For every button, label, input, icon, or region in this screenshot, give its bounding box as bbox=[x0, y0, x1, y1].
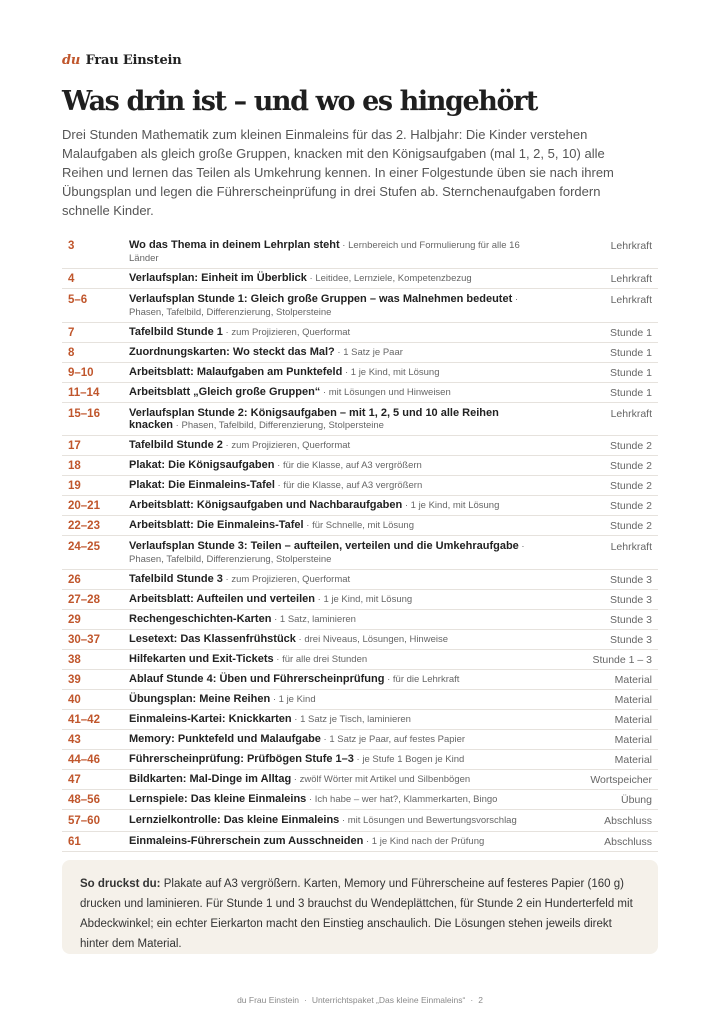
toc-entry: Arbeitsblatt „Gleich große Gruppen“ · mit Lösungen und Hinweisen bbox=[129, 383, 529, 403]
toc-entry: Tafelbild Stunde 3 · zum Projizieren, Querformat bbox=[129, 570, 529, 590]
toc-entry-detail: 1 Satz, laminieren bbox=[279, 614, 356, 625]
toc-entry: Wo das Thema in deinem Lehrplan steht · Lernbereich und Formulierung für alle 16 Länder bbox=[129, 235, 529, 269]
toc-entry: Ablauf Stunde 4: Üben und Führerscheinprüfung · für die Lehrkraft bbox=[129, 670, 529, 690]
toc-page-number: 5–6 bbox=[62, 289, 129, 323]
toc-entry-title: Verlaufsplan Stunde 2: Königsaufgaben – mit 1, 2, 5 und 10 alle Reihen knacken bbox=[129, 407, 499, 431]
toc-entry-title: Einmaleins-Führerschein zum Ausschneiden bbox=[129, 835, 364, 847]
toc-category: Übung bbox=[529, 790, 658, 810]
toc-entry-title: Ablauf Stunde 4: Üben und Führerscheinprüfung bbox=[129, 673, 385, 685]
toc-entry-title: Wo das Thema in deinem Lehrplan steht bbox=[129, 239, 340, 251]
toc-entry-detail: zum Projizieren, Querformat bbox=[231, 440, 351, 451]
toc-category: Stunde 3 bbox=[529, 630, 658, 650]
print-note-lead: So druckst du: bbox=[80, 878, 161, 890]
brand-prefix: du bbox=[62, 53, 81, 68]
toc-entry: Memory: Punktefeld und Malaufgabe · 1 Satz je Paar, auf festes Papier bbox=[129, 730, 529, 750]
toc-entry-detail: 1 je Kind, mit Lösung bbox=[410, 500, 500, 511]
toc-entry: Einmaleins-Kartei: Knickkarten · 1 Satz je Tisch, laminieren bbox=[129, 710, 529, 730]
print-note-text: Plakate auf A3 vergrößern. Karten, Memory und Führerscheine auf festeres Papier (160 g) drucken und laminieren. Für Stunde 1 und 3 brauchst du Wendeplättchen, für Stunde 2 ein Hunderterfeld mit Abdeckwinkel; ein echter Eierkarton macht den Einstieg anschaulich. Die Lösungen stehen jeweils direkt hinter dem Material. bbox=[80, 878, 633, 950]
toc-category: Stunde 3 bbox=[529, 590, 658, 610]
toc-entry-detail: Ich habe – wer hat?, Klammerkarten, Bingo bbox=[314, 794, 498, 805]
print-note bbox=[62, 860, 658, 954]
toc-category: Abschluss bbox=[529, 810, 658, 832]
toc-entry-detail: drei Niveaus, Lösungen, Hinweise bbox=[304, 634, 448, 645]
toc-entry-title: Verlaufsplan Stunde 3: Teilen – aufteilen, verteilen und die Umkehraufgabe bbox=[129, 540, 519, 552]
toc-entry-title: Arbeitsblatt: Malaufgaben am Punktefeld bbox=[129, 366, 343, 378]
toc-entry-detail: 1 Satz je Paar bbox=[343, 347, 403, 358]
toc-entry: Arbeitsblatt: Malaufgaben am Punktefeld · 1 je Kind, mit Lösung bbox=[129, 363, 529, 383]
toc-category: Material bbox=[529, 670, 658, 690]
toc-entry: Tafelbild Stunde 1 · zum Projizieren, Querformat bbox=[129, 323, 529, 343]
toc-entry-title: Hilfekarten und Exit-Tickets bbox=[129, 653, 274, 665]
toc-entry-title: Bildkarten: Mal-Dinge im Alltag bbox=[129, 773, 292, 785]
toc-page-number: 27–28 bbox=[62, 590, 129, 610]
toc-entry-detail: Phasen, Tafelbild, Differenzierung, Stolpersteine bbox=[129, 307, 332, 318]
toc-entry-title: Plakat: Die Königsaufgaben bbox=[129, 459, 275, 471]
toc-entry-detail: 1 Satz je Paar, auf festes Papier bbox=[329, 734, 466, 745]
toc-entry-detail: 1 je Kind, mit Lösung bbox=[350, 367, 440, 378]
toc-entry: Verlaufsplan Stunde 2: Königsaufgaben – mit 1, 2, 5 und 10 alle Reihen knacken · Phasen, Tafelbild, Differenzierung, Stolpersteine bbox=[129, 403, 529, 436]
toc-entry: Lernspiele: Das kleine Einmaleins · Ich habe – wer hat?, Klammerkarten, Bingo bbox=[129, 790, 529, 810]
toc-entry-detail: für Schnelle, mit Lösung bbox=[312, 520, 414, 531]
toc-entry: Tafelbild Stunde 2 · zum Projizieren, Querformat bbox=[129, 436, 529, 456]
toc-entry-title: Arbeitsblatt: Königsaufgaben und Nachbaraufgaben bbox=[129, 499, 403, 511]
toc-entry-title: Tafelbild Stunde 1 bbox=[129, 326, 223, 338]
toc-category: Stunde 1 bbox=[529, 323, 658, 343]
brand-logo bbox=[62, 52, 182, 68]
toc-entry-title: Führerscheinprüfung: Prüfbögen Stufe 1–3 bbox=[129, 753, 354, 765]
toc-row bbox=[62, 650, 658, 670]
toc-row bbox=[62, 323, 658, 343]
toc-page-number: 61 bbox=[62, 832, 129, 852]
toc-page-number: 3 bbox=[62, 235, 129, 269]
toc-entry-detail: zwölf Wörter mit Artikel und Silbenbögen bbox=[299, 774, 471, 785]
toc-entry-title: Arbeitsblatt „Gleich große Gruppen“ bbox=[129, 386, 321, 398]
intro-paragraph: Drei Stunden Mathematik zum kleinen Einmaleins für das 2. Halbjahr: Die Kinder verstehen Malaufgaben als gleich große Gruppen, knacken mit den Königsaufgaben (mal 1, 2, 5, 10) alle Reihen und lernen das Teilen als Umkehrung kennen. In einer Folgestunde üben sie nach ihrem Übungsplan und legen die Führerscheinprüfung in drei Stufen ab. Sternchenaufgaben fordern schnelle Kinder. bbox=[62, 127, 614, 218]
toc-row bbox=[62, 810, 658, 832]
page-title: Was drin ist – und wo es hingehört bbox=[62, 86, 537, 117]
toc-entry-title: Zuordnungskarten: Wo steckt das Mal? bbox=[129, 346, 335, 358]
toc-entry-title: Tafelbild Stunde 3 bbox=[129, 573, 223, 585]
toc-page-number: 29 bbox=[62, 610, 129, 630]
toc-entry-title: Verlaufsplan: Einheit im Überblick bbox=[129, 272, 307, 284]
toc-entry: Verlaufsplan: Einheit im Überblick · Leitidee, Lernziele, Kompetenzbezug bbox=[129, 269, 529, 289]
toc-category: Lehrkraft bbox=[529, 403, 658, 436]
toc-page-number: 15–16 bbox=[62, 403, 129, 436]
toc-page-number: 20–21 bbox=[62, 496, 129, 516]
page-footer: du Frau Einstein · Unterrichtspaket „Das kleine Einmaleins“ · 2 bbox=[237, 995, 483, 1005]
toc-row bbox=[62, 750, 658, 770]
toc-entry-detail: 1 Satz je Tisch, laminieren bbox=[300, 714, 411, 725]
toc-category: Stunde 2 bbox=[529, 516, 658, 536]
toc-category: Stunde 1 bbox=[529, 363, 658, 383]
toc-page-number: 7 bbox=[62, 323, 129, 343]
toc-entry: Lesetext: Das Klassenfrühstück · drei Niveaus, Lösungen, Hinweise bbox=[129, 630, 529, 650]
toc-category: Stunde 1 bbox=[529, 383, 658, 403]
toc-page-number: 30–37 bbox=[62, 630, 129, 650]
toc-entry-detail: zum Projizieren, Querformat bbox=[231, 574, 351, 585]
toc-page-number: 38 bbox=[62, 650, 129, 670]
toc-entry-detail: mit Lösungen und Bewertungsvorschlag bbox=[347, 815, 517, 826]
toc-category: Lehrkraft bbox=[529, 289, 658, 323]
toc-row bbox=[62, 690, 658, 710]
toc-page-number: 19 bbox=[62, 476, 129, 496]
toc-entry: Plakat: Die Königsaufgaben · für die Klasse, auf A3 vergrößern bbox=[129, 456, 529, 476]
toc-category: Material bbox=[529, 730, 658, 750]
footer-title: Unterrichtspaket „Das kleine Einmaleins“ bbox=[311, 995, 466, 1005]
toc-entry-title: Memory: Punktefeld und Malaufgabe bbox=[129, 733, 321, 745]
toc-page-number: 9–10 bbox=[62, 363, 129, 383]
toc-row bbox=[62, 496, 658, 516]
toc-page-number: 24–25 bbox=[62, 536, 129, 570]
toc-page-number: 17 bbox=[62, 436, 129, 456]
footer-brand: du Frau Einstein bbox=[237, 995, 299, 1005]
toc-page-number: 39 bbox=[62, 670, 129, 690]
toc-row bbox=[62, 456, 658, 476]
toc-entry-title: Verlaufsplan Stunde 1: Gleich große Gruppen – was Malnehmen bedeutet bbox=[129, 293, 513, 305]
toc-page-number: 11–14 bbox=[62, 383, 129, 403]
toc-entry-detail: für die Klasse, auf A3 vergrößern bbox=[282, 460, 422, 471]
toc-category: Material bbox=[529, 710, 658, 730]
toc-entry-detail: Phasen, Tafelbild, Differenzierung, Stolpersteine bbox=[181, 420, 384, 431]
toc-row bbox=[62, 383, 658, 403]
toc-entry: Arbeitsblatt: Königsaufgaben und Nachbaraufgaben · 1 je Kind, mit Lösung bbox=[129, 496, 529, 516]
toc-row bbox=[62, 610, 658, 630]
toc-entry-detail: für die Lehrkraft bbox=[392, 674, 460, 685]
toc-entry-title: Tafelbild Stunde 2 bbox=[129, 439, 223, 451]
toc-entry-title: Arbeitsblatt: Die Einmaleins-Tafel bbox=[129, 519, 304, 531]
toc-entry-detail: mit Lösungen und Hinweisen bbox=[328, 387, 451, 398]
toc-entry: Hilfekarten und Exit-Tickets · für alle drei Stunden bbox=[129, 650, 529, 670]
brand-name: Frau Einstein bbox=[85, 53, 182, 68]
toc-category: Lehrkraft bbox=[529, 235, 658, 269]
toc-row bbox=[62, 670, 658, 690]
toc-entry-title: Arbeitsblatt: Aufteilen und verteilen bbox=[129, 593, 316, 605]
toc-page-number: 4 bbox=[62, 269, 129, 289]
toc-entry-detail: Phasen, Tafelbild, Differenzierung, Stolpersteine bbox=[129, 554, 332, 565]
toc-row bbox=[62, 790, 658, 810]
toc-category: Stunde 3 bbox=[529, 570, 658, 590]
toc-category: Stunde 2 bbox=[529, 436, 658, 456]
toc-row bbox=[62, 630, 658, 650]
toc-category: Material bbox=[529, 750, 658, 770]
toc-page-number: 26 bbox=[62, 570, 129, 590]
toc-row bbox=[62, 403, 658, 436]
toc-entry-title: Rechengeschichten-Karten bbox=[129, 613, 272, 625]
toc-row bbox=[62, 710, 658, 730]
toc-row bbox=[62, 770, 658, 790]
toc-entry: Lernzielkontrolle: Das kleine Einmaleins · mit Lösungen und Bewertungsvorschlag bbox=[129, 810, 529, 832]
toc-row bbox=[62, 343, 658, 363]
toc-entry-detail: 1 je Kind nach der Prüfung bbox=[371, 836, 485, 847]
toc-row bbox=[62, 516, 658, 536]
toc-row bbox=[62, 832, 658, 852]
toc-page-number: 41–42 bbox=[62, 710, 129, 730]
toc-entry-detail: 1 je Kind bbox=[278, 694, 316, 705]
toc-entry: Einmaleins-Führerschein zum Ausschneiden · 1 je Kind nach der Prüfung bbox=[129, 832, 529, 852]
toc-entry: Bildkarten: Mal-Dinge im Alltag · zwölf Wörter mit Artikel und Silbenbögen bbox=[129, 770, 529, 790]
toc-category: Stunde 2 bbox=[529, 496, 658, 516]
toc-category: Stunde 2 bbox=[529, 456, 658, 476]
contents-table bbox=[62, 235, 658, 852]
toc-entry: Rechengeschichten-Karten · 1 Satz, laminieren bbox=[129, 610, 529, 630]
toc-entry-detail: 1 je Kind, mit Lösung bbox=[323, 594, 413, 605]
toc-row bbox=[62, 289, 658, 323]
toc-row bbox=[62, 269, 658, 289]
toc-entry: Verlaufsplan Stunde 1: Gleich große Gruppen – was Malnehmen bedeutet · Phasen, Tafelbild, Differenzierung, Stolpersteine bbox=[129, 289, 529, 323]
toc-row bbox=[62, 235, 658, 269]
toc-page-number: 40 bbox=[62, 690, 129, 710]
toc-page-number: 18 bbox=[62, 456, 129, 476]
toc-entry: Übungsplan: Meine Reihen · 1 je Kind bbox=[129, 690, 529, 710]
toc-page-number: 47 bbox=[62, 770, 129, 790]
toc-category: Material bbox=[529, 690, 658, 710]
toc-entry: Arbeitsblatt: Aufteilen und verteilen · 1 je Kind, mit Lösung bbox=[129, 590, 529, 610]
toc-category: Wortspeicher bbox=[529, 770, 658, 790]
toc-entry-title: Einmaleins-Kartei: Knickkarten bbox=[129, 713, 292, 725]
toc-entry-detail: zum Projizieren, Querformat bbox=[231, 327, 351, 338]
toc-entry-detail: Leitidee, Lernziele, Kompetenzbezug bbox=[315, 273, 472, 284]
toc-row bbox=[62, 570, 658, 590]
toc-row bbox=[62, 476, 658, 496]
toc-page-number: 22–23 bbox=[62, 516, 129, 536]
toc-entry: Führerscheinprüfung: Prüfbögen Stufe 1–3 · je Stufe 1 Bogen je Kind bbox=[129, 750, 529, 770]
toc-page-number: 44–46 bbox=[62, 750, 129, 770]
toc-entry: Plakat: Die Einmaleins-Tafel · für die Klasse, auf A3 vergrößern bbox=[129, 476, 529, 496]
toc-entry-title: Übungsplan: Meine Reihen bbox=[129, 693, 271, 705]
toc-entry-detail: je Stufe 1 Bogen je Kind bbox=[362, 754, 465, 765]
toc-entry-title: Lernspiele: Das kleine Einmaleins bbox=[129, 793, 307, 805]
toc-category: Lehrkraft bbox=[529, 269, 658, 289]
toc-category: Stunde 2 bbox=[529, 476, 658, 496]
toc-entry: Zuordnungskarten: Wo steckt das Mal? · 1 Satz je Paar bbox=[129, 343, 529, 363]
toc-category: Stunde 1 bbox=[529, 343, 658, 363]
toc-row bbox=[62, 590, 658, 610]
footer-page-number: 2 bbox=[478, 995, 483, 1005]
toc-row bbox=[62, 436, 658, 456]
toc-page-number: 48–56 bbox=[62, 790, 129, 810]
toc-category: Lehrkraft bbox=[529, 536, 658, 570]
toc-row bbox=[62, 536, 658, 570]
toc-entry-detail: für die Klasse, auf A3 vergrößern bbox=[283, 480, 423, 491]
toc-category: Stunde 1 – 3 bbox=[529, 650, 658, 670]
toc-category: Stunde 3 bbox=[529, 610, 658, 630]
toc-page-number: 8 bbox=[62, 343, 129, 363]
toc-entry-title: Lernzielkontrolle: Das kleine Einmaleins bbox=[129, 814, 340, 826]
toc-row bbox=[62, 363, 658, 383]
toc-page-number: 43 bbox=[62, 730, 129, 750]
toc-entry-title: Plakat: Die Einmaleins-Tafel bbox=[129, 479, 275, 491]
toc-page-number: 57–60 bbox=[62, 810, 129, 832]
toc-entry-detail: für alle drei Stunden bbox=[282, 654, 368, 665]
toc-entry: Verlaufsplan Stunde 3: Teilen – aufteilen, verteilen und die Umkehraufgabe · Phasen, Tafelbild, Differenzierung, Stolpersteine bbox=[129, 536, 529, 570]
toc-row bbox=[62, 730, 658, 750]
toc-entry: Arbeitsblatt: Die Einmaleins-Tafel · für Schnelle, mit Lösung bbox=[129, 516, 529, 536]
toc-category: Abschluss bbox=[529, 832, 658, 852]
toc-entry-title: Lesetext: Das Klassenfrühstück bbox=[129, 633, 296, 645]
toc-entry-detail: Lernbereich und Formulierung für alle 16 Länder bbox=[129, 240, 520, 264]
